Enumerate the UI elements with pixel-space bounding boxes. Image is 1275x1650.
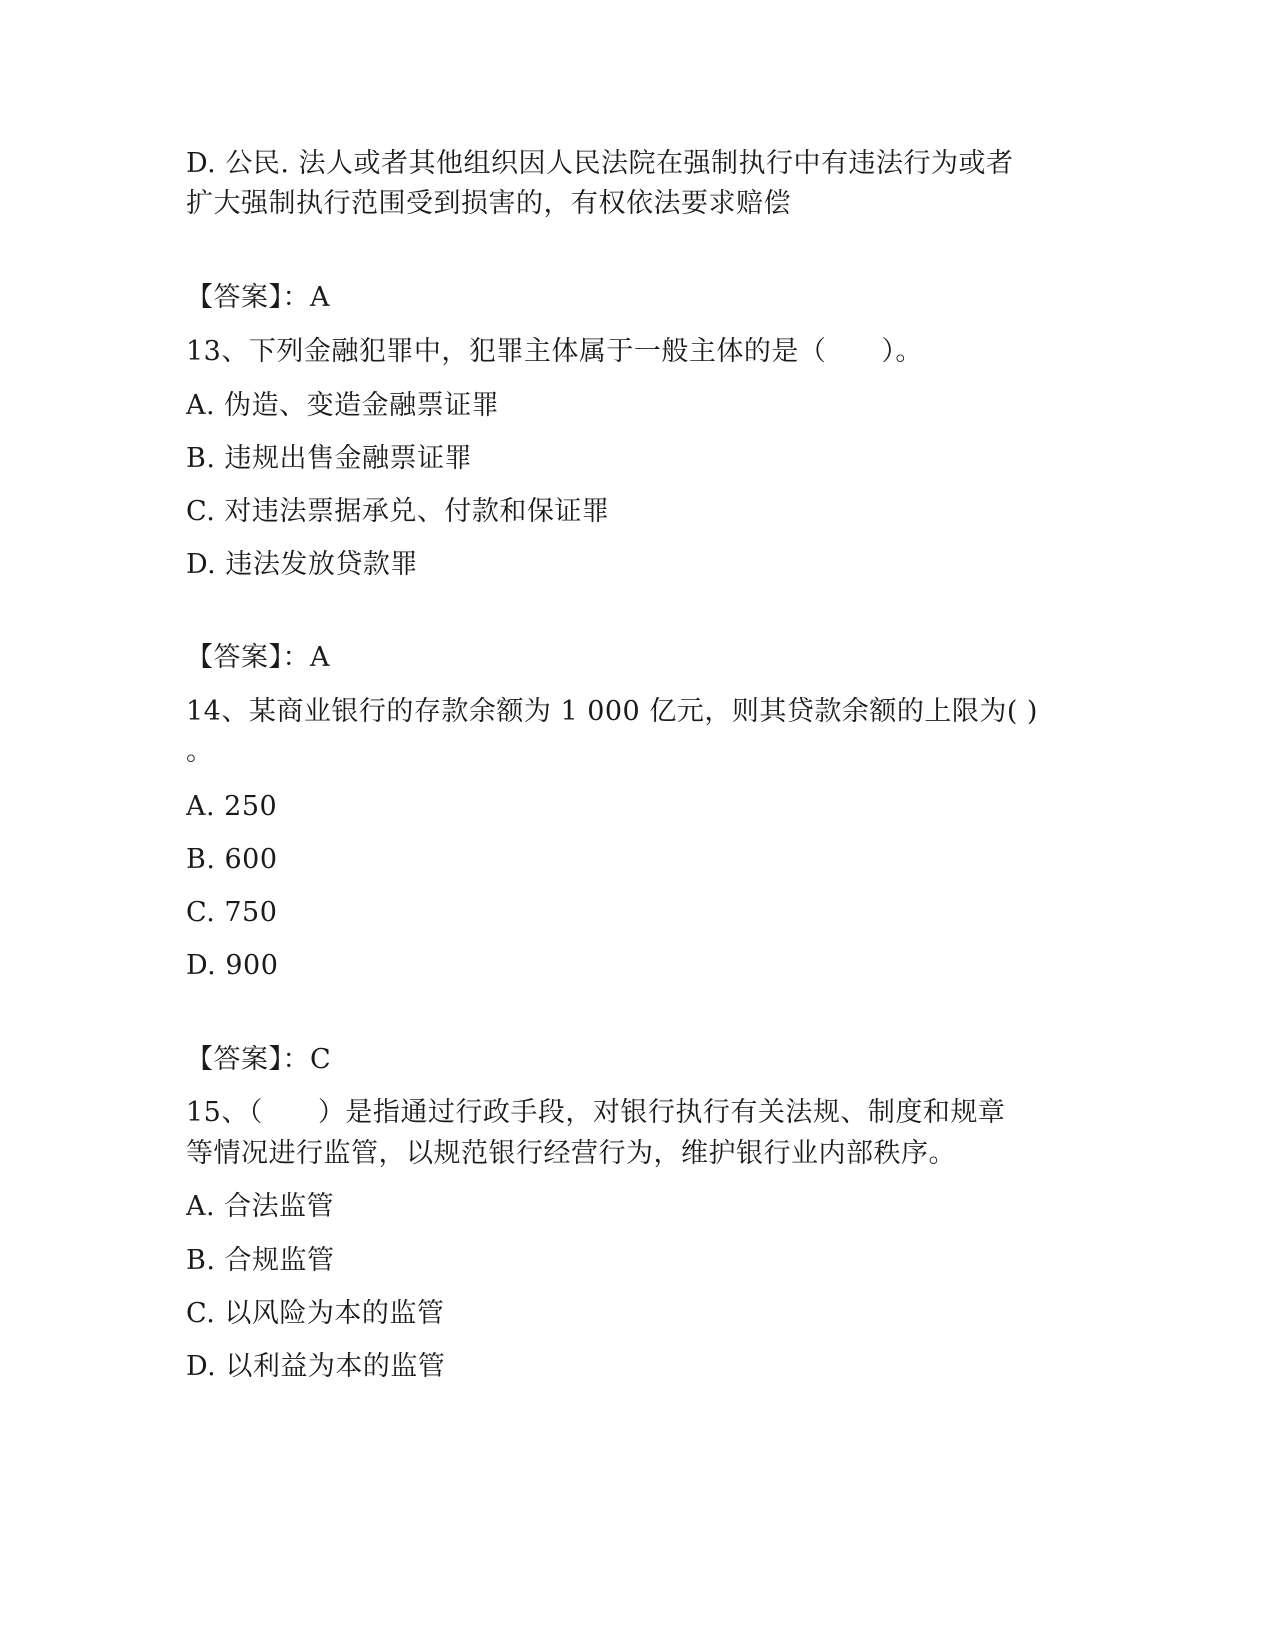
q15-question-line2: 等情况进行监管，以规范银行经营行为，维护银行业内部秩序。 — [186, 1138, 956, 1169]
q12-option-d-line2: 扩大强制执行范围受到损害的，有权依法要求赔偿 — [186, 188, 791, 219]
q13-option-b: B. 违规出售金融票证罪 — [186, 443, 473, 474]
q13-option-a: A. 伪造、变造金融票证罪 — [186, 390, 500, 421]
q15-question-line1: 15、（ ）是指通过行政手段，对银行执行有关法规、制度和规章 — [186, 1097, 1006, 1128]
q15-option-b: B. 合规监管 — [186, 1245, 335, 1276]
q12-option-d-line1: D. 公民. 法人或者其他组织因人民法院在强制执行中有违法行为或者 — [186, 148, 1014, 179]
q14-option-d: D. 900 — [186, 950, 279, 981]
q13-question: 13、下列金融犯罪中，犯罪主体属于一般主体的是（ ）。 — [186, 336, 923, 367]
document-page — [186, 0, 1086, 1650]
q13-option-c: C. 对违法票据承兑、付款和保证罪 — [186, 496, 610, 527]
q12-answer: 【答案】：A — [186, 282, 330, 313]
q14-question-line2: 。 — [186, 736, 214, 767]
q14-option-c: C. 750 — [186, 897, 278, 928]
q14-answer: 【答案】：C — [186, 1044, 332, 1075]
q14-question-line1: 14、某商业银行的存款余额为 1 000 亿元，则其贷款余额的上限为( ) — [186, 696, 1038, 727]
q13-answer: 【答案】：A — [186, 642, 330, 673]
q15-option-c: C. 以风险为本的监管 — [186, 1298, 445, 1329]
q13-option-d: D. 违法发放贷款罪 — [186, 549, 418, 580]
q14-option-b: B. 600 — [186, 844, 278, 875]
q14-option-a: A. 250 — [186, 791, 278, 822]
q15-option-a: A. 合法监管 — [186, 1191, 335, 1222]
q15-option-d: D. 以利益为本的监管 — [186, 1351, 446, 1382]
